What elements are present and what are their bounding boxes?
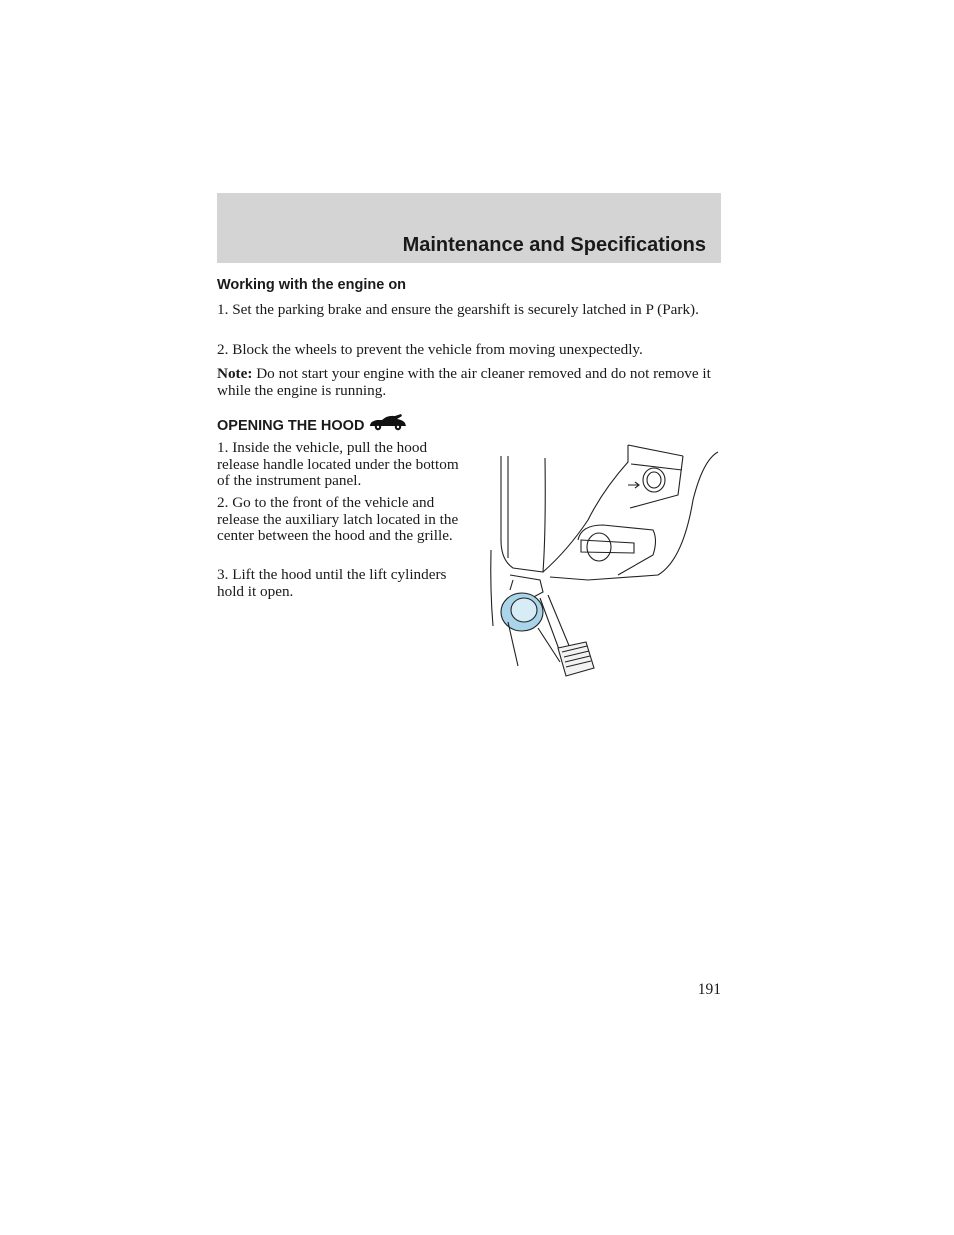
engine-on-heading: Working with the engine on xyxy=(217,277,407,293)
engine-on-step-2: 2. Block the wheels to prevent the vehicle from moving unexpectedly. xyxy=(217,341,643,358)
car-hood-open-icon xyxy=(368,412,408,436)
engine-on-note xyxy=(217,366,721,399)
page-number: 191 xyxy=(697,981,721,998)
section-header-band xyxy=(217,193,721,263)
section-title: Maintenance and Specifications xyxy=(402,234,706,256)
hood-step-3: 3. Lift the hood until the lift cylinders hold it open. xyxy=(217,566,447,600)
note-text: Do not start your engine with the air cleaner removed and do not remove it while the engine is running. xyxy=(217,365,711,399)
note-label: Note: xyxy=(217,365,253,382)
hood-heading-row xyxy=(217,414,408,438)
hood-release-handle-illustration xyxy=(488,440,723,680)
hood-step-2: 2. Go to the front of the vehicle and release the auxiliary latch located in the center between the hood and the grille. xyxy=(217,494,459,544)
hood-heading: OPENING THE HOOD xyxy=(217,417,365,434)
engine-on-step-1: 1. Set the parking brake and ensure the gearshift is securely latched in P (Park). xyxy=(217,301,699,318)
hood-step-1: 1. Inside the vehicle, pull the hood release handle located under the bottom of the instrument panel. xyxy=(217,439,459,489)
